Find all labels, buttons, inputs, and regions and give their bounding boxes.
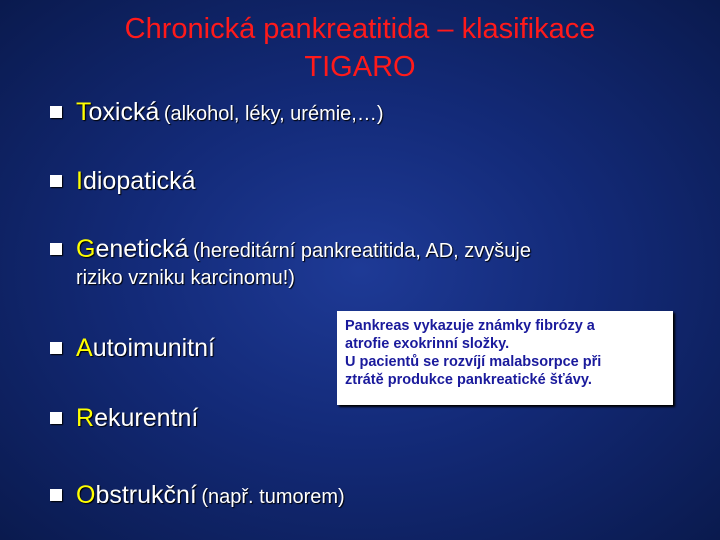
square-bullet-icon: [50, 342, 62, 354]
square-bullet-icon: [50, 106, 62, 118]
square-bullet-icon: [50, 243, 62, 255]
item-term: oxická: [88, 98, 160, 126]
item-term: diopatická: [82, 167, 196, 195]
acronym-letter: R: [76, 404, 95, 432]
square-bullet-icon: [50, 175, 62, 187]
note-line-1: Pankreas vykazuje známky fibrózy a: [345, 318, 595, 334]
autoimmune-note-box: [337, 311, 673, 405]
acronym-letter: I: [76, 167, 83, 195]
note-line-3: U pacientů se rozvíjí malabsorpce při: [345, 354, 602, 370]
slide-title: [0, 10, 720, 86]
item-term: enetická: [95, 235, 189, 263]
title-line-2: TIGARO: [304, 51, 416, 83]
acronym-letter: O: [76, 481, 96, 509]
item-detail-continuation: riziko vzniku karcinomu!): [76, 267, 295, 289]
item-term: bstrukční: [95, 481, 197, 509]
item-detail: (hereditární pankreatitida, AD, zvyšuje: [193, 240, 531, 262]
square-bullet-icon: [50, 412, 62, 424]
acronym-letter: A: [76, 334, 93, 362]
item-detail: (alkohol, léky, urémie,…): [163, 103, 384, 125]
item-detail: (např. tumorem): [201, 486, 345, 508]
item-term: utoimunitní: [92, 334, 215, 362]
item-term: ekurentní: [94, 404, 199, 432]
square-bullet-icon: [50, 489, 62, 501]
acronym-letter: G: [76, 235, 96, 263]
note-line-4: ztrátě produkce pankreatické šťávy.: [345, 372, 592, 388]
note-line-2: atrofie exokrinní složky.: [345, 336, 510, 352]
title-line-1: Chronická pankreatitida – klasifikace: [124, 13, 596, 45]
acronym-letter: T: [76, 98, 89, 126]
